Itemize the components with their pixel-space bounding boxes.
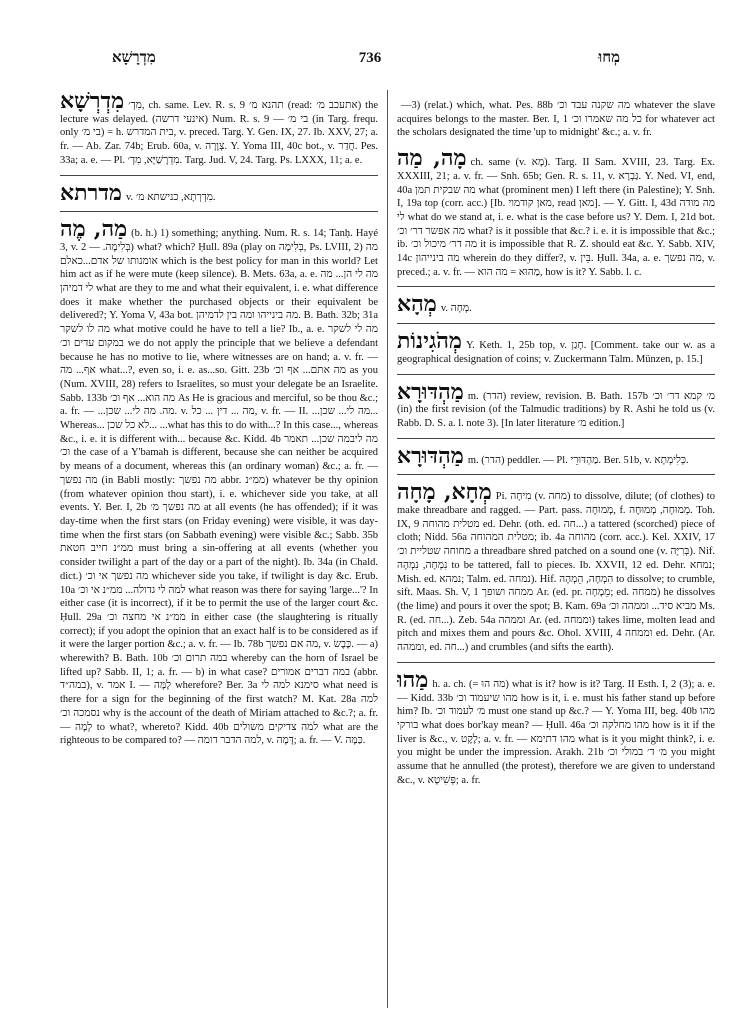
entry-headword: מְהֹגִינוֹת <box>397 328 462 355</box>
entry-text: ch. same (v. מָא). Targ. II Sam. XVIII, 23. Targ. Ex. XXXIII, 21; a. v. fr. — Snh. 65b; Gen. R. s. 11, v. גַּבְרָא. Y. Ned. VI, end, 40a מה שבקית תמן what (prominent men) I left there (in Palestine); Y. Snh. I, 19a top (corr. acc.) [Ib. מאן קודמוי, read מאן]. — Y. Gitt. I, 43d מה מודה לי what do we stand at, i. e. what is the case before us? Y. Dem. I, 21d bot. מה אפשר דר׳ וכ׳ what? is it possible that &c.? i. e. it is impossible that &c.; ib. מה דר׳ מיכול וכ׳ it is impossible that R. Z. should eat &c. Y. Sabb. XIV, 14c מה בינייהון wherein do they differ?, v. בֵּין. Ḥull. 34a, a. e. מה נפשך, v. preced.; a. v. fr. — מַהוּא = מה הוא, how is it? Y. Sabb. l. c. <box>397 157 715 278</box>
dictionary-entry <box>397 481 715 654</box>
entry-headword: מְהָא <box>397 291 437 318</box>
entry-text: v. מְחָה. <box>440 303 472 315</box>
left-column <box>60 90 378 1008</box>
dictionary-entry <box>60 90 378 168</box>
dictionary-entry <box>397 378 715 431</box>
entry-headword: מִדְרְשָׁא <box>60 90 125 114</box>
entry-text: מִדְ׳, ch. same. Lev. R. s. 9 תהנא מ׳ (read: אתעכב מ׳) the lecture was delayed. (אינעי דרשה) Num. R. s. 9 — בי מ׳ (in Targ. frequ. only בי מ׳) = h. בית המדרש, v. preced. Targ. Y. Gen. IX, 27. Ib. XXV, 27; a. fr. — Ab. Zar. 74b; Erub. 60a, v. צְוָרָה. Y. Yoma III, 40c bot., v. חֲדַר. Pes. 33a; a. e. — Pl. מִדְרָשַׁיָּא, מִדְ׳. Targ. Jud. V, 24. Targ. Ps. LXXX, 11; a. e. <box>60 100 378 166</box>
entry-divider <box>60 175 378 176</box>
entry-text: Y. Keth. 1, 25b top, v. חָגַן. [Comment. take our w. as a geographical designation of coins; v. Zuckermann Talm. Münzen, p. 15.] <box>397 340 715 365</box>
two-column-body <box>60 90 715 1008</box>
entry-text: —3) (relat.) which, what. Pes. 88b מה שקנה עבד וכ׳ whatever the slave acquires belongs to the master. Ber. I, 1 כל מה שאמרו וכ׳ for whatever act the scholars designated the time 'up to midnight' &c.; a. v. fr. <box>397 100 715 139</box>
entry-headword: מְחָא, מָחָה <box>397 479 492 506</box>
dictionary-entry <box>397 442 715 469</box>
entry-divider <box>397 662 715 663</box>
entry-headword: מַהְדּוּרָא <box>397 442 464 469</box>
entry-text: m. (הדר) peddler. — Pl. מַהְדּוּרֵי. Ber. 51b, v. כְּלִימְתָא. <box>467 454 689 466</box>
entry-headword: מַהוּ <box>397 666 429 693</box>
entry-text: v. מִדְרְתָא, כנישתא מ׳. <box>125 191 216 203</box>
running-head-right-word: מְחוּ <box>598 50 620 66</box>
dictionary-entry <box>60 179 378 206</box>
dictionary-entry <box>397 90 715 140</box>
entry-headword: מַה, מֶה <box>60 216 128 243</box>
entry-headword: מַהְדּוּרָא <box>397 378 464 405</box>
entry-text: (b. h.) 1) something; anything. Num. R. s. 14; Tanḥ. Hayé 3, v. בְּלִימָה. — 2) what? which? Ḥull. 89a (play on בְּלִימָה, Ps. LVIII, 2) מה אומנותו של אדם...כאלם which is the best policy for man in this world? Let him act as if he were mute (keep silence). B. Mets. 63a, a. e. מה לי הן... מה לי דמיהן what are they to me and what their equivalent, i. e. what difference does it make whether the purchased objects or their equivalent be delivered?; Y. Yoma V, 43a bot. מה בינייהו ומה בין לדמיהן. B. Bath. 32b; 31a מה לו לשקר what motive could he have to tell a lie? Ib., a. e. מה לי לשקר במקום עדים וכ׳ we do not apply the principle that we believe a defendant because he has no motive to lie, where witnesses are on hand; a. v. fr. — אף... מה what...?, even so, i. e. as...so. Gitt. 23b מה אתם... אף וכ׳ as you (Num. XVIII, 28) refers to Israelites, so must your delegate be an Israelite. Sabb. 133b מה הוא... אף וכ׳ As He is gracious and merciful, so be thou &c.; a. fr. — ...מה. מה לי... שכן. v. מה ... דין ... כל, v. fr. — II. ...מה לי... שכן... Whereas... לא כל שכן... ...what has this to do with...? In this case..., whereas &c., i. e. it is different with... because &c. Kidd. 4b מה ליבמה שכן... תאמר וכ׳ the case of a Y'bamah is different, because she can neither be acquired by means of a document, whereas this (an ordinary woman) &c.; a. fr. — מה נפשך (in Babli mostly: מה נפשך abbr. ממ״נ) whatever be thy opinion (from whatever opinion thou start), i. e. whichever side you take, at all events. Y. Ber. I, 2b מה נפשך מ׳ at all events (he has offended); if it was day-time when the first stars (on Friday evening) were visible, it was day-time when the first stars (on Sabbath evening) were visible &c.; Sabb. 35b ממ״נ חייב חטאת must bring a sin-offering at all events (whether you consider twilight a part of the day or a part of the night). Ib. 34a (in Chald. dict.) מה נפשך אי וכ׳ whichever side you take, if twilight is day &c. Erub. 10a למה לי גדולה... ממ״נ אי וכ׳ what reason was there for saying 'large...'? In either case (it is incorrect), if it be to permit the use of the larger court &c. Ḥull. 29a ממ״נ אי מחצה וכ׳ in either case (the slaughtering is ritually correct); if you adopt the opinion that an exact half is to be considered as if it were the larger portion &c.; a. v. fr. — Ib. 78b מה אם נפשך, v. כֶּבֶשׂ. — a) wherewith? B. Bath. 10b במה תרום וכ׳ whereby can the horn of Israel be lifted up? Sabb. II, 1; a. fr. — b) in what case? במה דברים אמורים (abbr. במה״ד), v. אמר I. — לָמָּה wherefore? Ber. 3a סימנא למה לי what need is there for a sign for the beginning of the first watch? M. Kat. 28a למה נסמכה וכ׳ why is the account of the death of Miriam attached to &c.?; a. fr. — לְמָה to what?, whereto? Kidd. 40b למה צדיקים משולים what are the righteous to be compared to? — למה הדבר דומה, v. דָּמָה; a. fr. — V. כַּמָּה. <box>60 228 378 747</box>
page-number: 736 <box>358 50 382 66</box>
dictionary-entry <box>397 147 715 279</box>
dictionary-entry <box>397 666 715 788</box>
right-column <box>397 90 715 1008</box>
entry-divider <box>60 211 378 212</box>
entry-text: Pi. מִיחָה (v. מחה) to dissolve, dilute; (of clothes) to make threadbare and ragged. — Part. pass. מְמוּחֶה, f. מְמוּחָה, מְמוּחֶה. Toh. IX, 9 מטלית מהוחה ed. Dehr. (oth. ed. חה...) a tattered (scorched) piece of cloth; Nidd. 56a מטלית המהוחה; ib. 4a מהוחה (corr. acc.). Kel. XXIV, 17 מחוחה שטליית וכ׳ a threadbare shred patched on a sound one (v. בְּרִיָּה). Nif. נִמְחָה, נִמְהָה to be tattered, fall to pieces. Ib. XXVII, 12 ed. Dehr. נמחא; Mish. ed. נמהא; Talm. ed. נמחה). Hif. הִמְחָה, הֵמְהָה to dissolve; to crumble, sift. Maas. Sh. V, 1 ממחה ושופך Ar. (ed. pr. מֵמָחָה; ed. ממחה) he dissolves (the lime) and pours it over the spot; B. Kam. 69a מביא סיד... וממהה וכ׳ Ms. R. (ed. חה...). Zeb. 54a וממהה Ar. (ed. וממחה) takes lime, molten lead and pitch and mixes them and pours &c. Ohol. XVIII, 4 וממחה ed. Dehr. (Ar. וממהה, ed. חה...) and crumbles (and sifts the earth). <box>397 491 715 654</box>
entry-divider <box>397 474 715 475</box>
entry-headword: מדרתא <box>60 179 122 206</box>
column-divider <box>387 90 388 1008</box>
entry-text: h. a. ch. (= מה הוּ) what is it? how is it? Targ. II Esth. I, 2 (3); a. e. — Kidd. 33b מהו שיעמוד וכ׳ how is it, i. e. must his father stand up before him? Ib. מ׳ לעמוד וכ׳ must one stand up &c.? — Y. Yoma III, beg. 40b מהו בורקי what does bor'kay mean? — Ḥull. 46a מהו מחלקה וכ׳ how is it if the liver is &c., v. לֶקֶט; a. v. fr. — מהו דתימא what is it you might think?, i. e. you might be under the impression. Arakh. 21b מ׳ ד׳ במולי וכ׳ you might assume that he annulled (the protest), therefore we are given to understand &c., v. פְּשִׁיטָא; a. fr. <box>397 678 715 786</box>
dictionary-entry <box>397 330 715 366</box>
entry-divider <box>397 438 715 439</box>
dictionary-entry <box>397 293 715 316</box>
entry-divider <box>397 374 715 375</box>
entry-divider <box>397 323 715 324</box>
entry-divider <box>397 286 715 287</box>
running-head <box>60 50 680 72</box>
dictionary-entry <box>60 218 378 748</box>
entry-text: m. (הדר) review, revision. B. Bath. 157b מ׳ קמא דר׳ וכ׳ (in) the first revision (of the Talmudic traditions) by R. Ashi he told us (v. Rabb. D. S. a. l. note 3). [In later literature מ׳ edition.] <box>397 390 715 429</box>
entry-headword: מָה, מַה <box>397 145 467 172</box>
running-head-left-word: מִדְרָשָׁא <box>112 50 156 66</box>
